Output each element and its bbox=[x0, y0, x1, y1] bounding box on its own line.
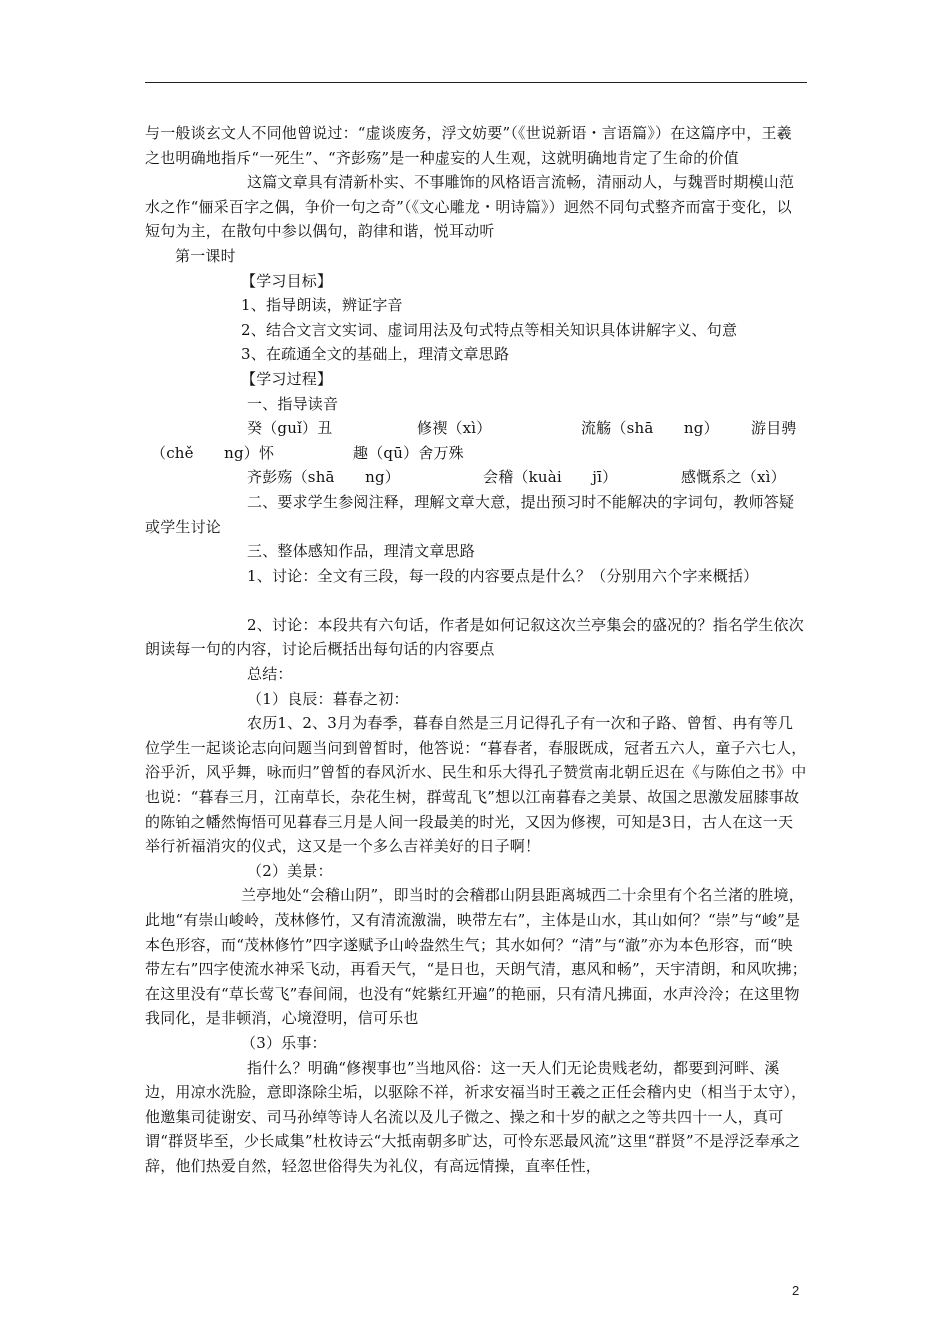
discussion-1: 1、讨论：全文有三段，每一段的内容要点是什么？（分别用六个字来概括） bbox=[247, 566, 759, 585]
pinyin-entry: 修禊（xì） bbox=[417, 419, 492, 438]
blank-line bbox=[145, 588, 807, 613]
goal-item: 3、在疏通全文的基础上，理清文章思路 bbox=[241, 345, 510, 364]
intro-paragraph-2: 这篇文章具有清新朴实、不事雕饰的风格语言流畅，清丽动人，与魏晋时期模山范水之作“俪采百字之偶，争价一句之奇”（《文心雕龙・明诗篇》）迥然不同句式整齐而富于变化，以短句为主，在散句中参以偶句，韵律和谐，悦耳动听 bbox=[145, 173, 795, 241]
goal-item: 1、指导朗读，辨证字音 bbox=[241, 296, 403, 315]
pinyin-row-1 bbox=[145, 416, 807, 441]
summary-label: 总结： bbox=[247, 665, 293, 684]
pinyin-entry: 流觞（shā ng） bbox=[581, 419, 719, 438]
pinyin-entry: 游目骋 bbox=[751, 419, 797, 438]
lesson-title: 第一课时 bbox=[175, 246, 236, 265]
process-heading: 【学习过程】 bbox=[241, 369, 333, 388]
summary-2-body: 兰亭地处“会稽山阴”，即当时的会稽郡山阴县距离城西二十余里有个名兰渚的胜境，此地“有崇山峻岭，茂林修竹，又有清流激湍，映带左右”，主体是山水，其山如何？“崇”与“峻”是本色形容，而“茂林修竹”四字遂赋予山岭盎然生气；其水如何？“清”与“澈”亦为本色形容，而“映带左右”四字使流水神采飞动，再看天气，“是日也，天朗气清，惠风和畅”，天宇清朗，和风吹拂；在这里没有“草长莺飞”春间闹，也没有“姹紫红开遍”的艳丽，只有清凡拂面，水声泠泠；在这里物我同化，是非顿消，心境澄明，信可乐也 bbox=[145, 886, 808, 1028]
pinyin-entry: （chě ng）怀 bbox=[151, 443, 275, 462]
summary-3-title: （3）乐事： bbox=[241, 1033, 327, 1052]
step-3: 三、整体感知作品，理清文章思路 bbox=[247, 542, 476, 561]
pinyin-entry: 感慨系之（xì） bbox=[681, 468, 786, 487]
document-body bbox=[145, 121, 807, 1179]
step-1: 一、指导读音 bbox=[247, 394, 339, 413]
step-2: 二、要求学生参阅注释，理解文章大意，提出预习时不能解决的字词句，教师答疑或学生讨论 bbox=[145, 492, 795, 536]
page-number: 2 bbox=[792, 1283, 800, 1298]
goals-heading: 【学习目标】 bbox=[241, 271, 333, 290]
discussion-2: 2、讨论：本段共有六句话，作者是如何记叙这次兰亭集会的盛况的？指名学生依次朗读每一句的内容，讨论后概括出每句话的内容要点 bbox=[145, 615, 804, 659]
header-rule bbox=[145, 82, 807, 83]
summary-2-title: （2）美景： bbox=[247, 861, 333, 880]
pinyin-entry: 齐彭殇（shā ng） bbox=[247, 468, 400, 487]
pinyin-entry: 会稽（kuài jī） bbox=[483, 468, 618, 487]
summary-3-body: 指什么？明确“修禊事也”当地风俗：这一天人们无论贵贱老幼，都要到河畔、溪边，用凉水洗脸，意即涤除尘垢，以驱除不祥，祈求安福当时王羲之正任会稽内史（相当于太守），他邀集司徒谢安、司马孙绰等诗人名流以及儿子微之、操之和十岁的献之之等共四十一人，真可谓“群贤毕至，少长咸集”杜枚诗云“大抵南朝多旷达，可怜东恶最风流”这里“群贤”不是浮泛奉承之辞，他们热爱自然，轻忽世俗得失为礼仪，有高远情操，直率任性， bbox=[145, 1058, 807, 1175]
pinyin-row-3 bbox=[145, 465, 807, 490]
pinyin-row-2 bbox=[145, 441, 807, 466]
pinyin-entry: 癸（guǐ）丑 bbox=[247, 419, 333, 438]
summary-1-title: （1）良辰：暮春之初： bbox=[247, 689, 409, 708]
goal-item: 2、结合文言文实词、虚词用法及句式特点等相关知识具体讲解字义、句意 bbox=[241, 320, 738, 339]
intro-paragraph-1: 与一般谈玄文人不同他曾说过：“虚谈废务，浮文妨要”（《世说新语・言语篇》）在这篇序中，王羲之也明确地指斥“一死生”、“齐彭殇”是一种虚妄的人生观，这就明确地肯定了生命的价值 bbox=[145, 124, 792, 167]
pinyin-entry: 趣（qū）舍万殊 bbox=[353, 443, 464, 462]
summary-1-body: 农历1、2、3月为春季，暮春自然是三月记得孔子有一次和子路、曾皙、冉有等几位学生一起谈论志向问题当问到曾皙时，他答说：“暮春者，春服既成，冠者五六人，童子六七人，浴乎沂，风乎舞，咏而归”曾皙的春风沂水、民生和乐大得孔子赞赏南北朝丘迟在《与陈伯之书》中也说：“暮春三月，江南草长，杂花生树，群莺乱飞”想以江南暮春之美景、故国之思激发屈膝事故的陈铂之幡然悔悟可见暮春三月是人间一段最美的时光，又因为修禊，可知是3日，古人在这一天举行祈福消灾的仪式，这又是一个多么吉祥美好的日子啊！ bbox=[145, 714, 807, 856]
